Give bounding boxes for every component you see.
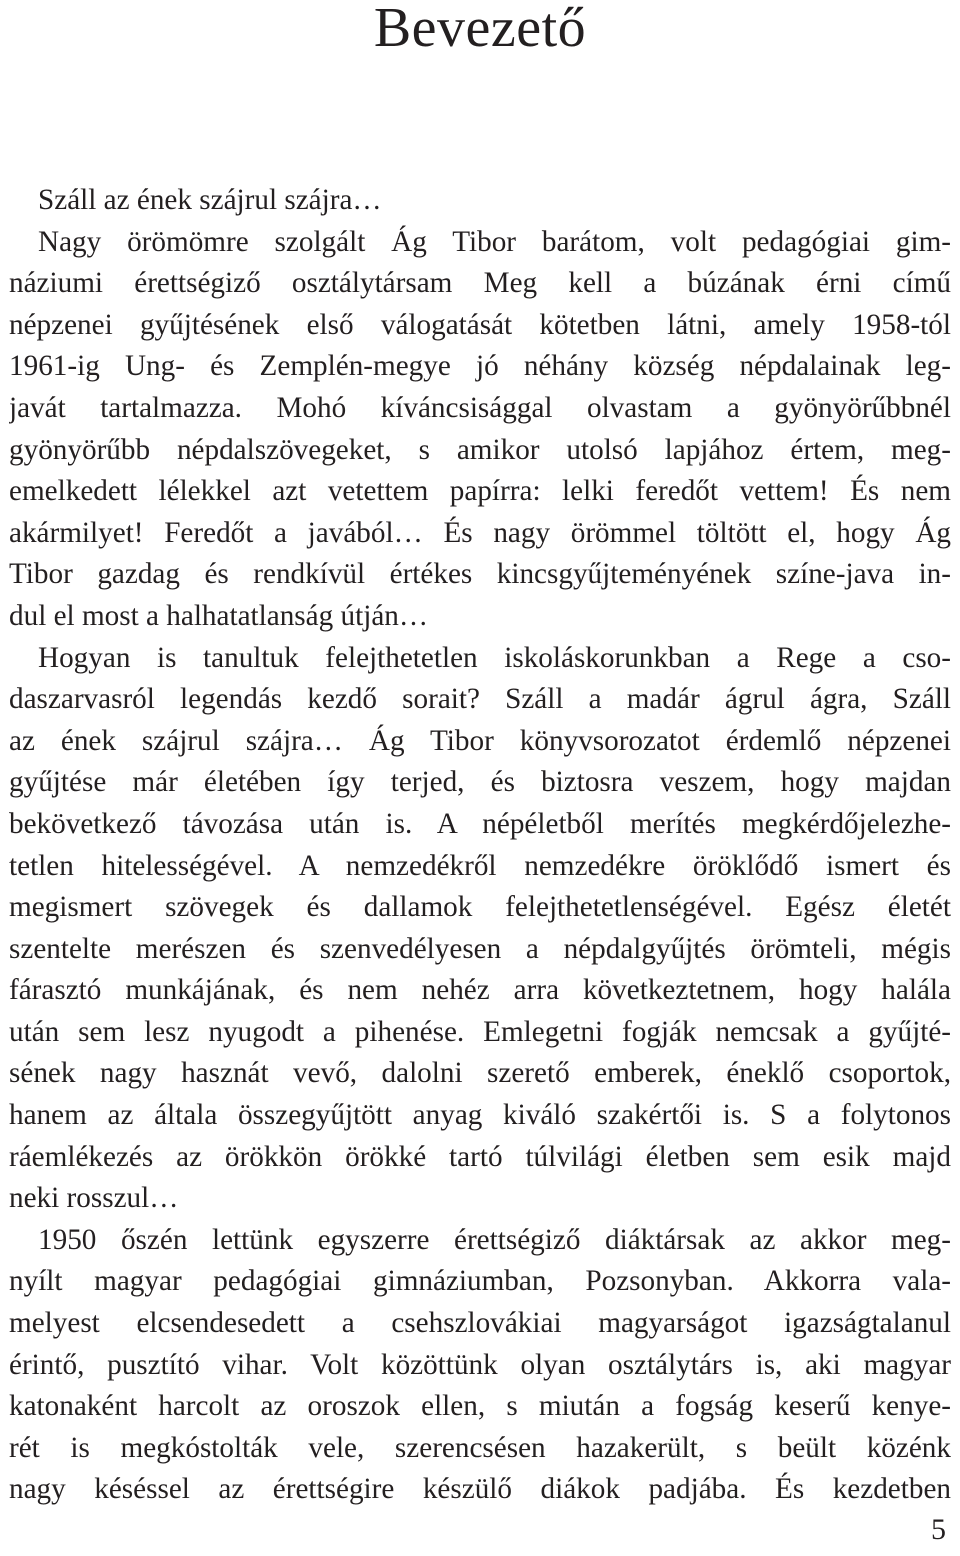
text-line: Tibor gazdag és rendkívül értékes kincsgyűjteményének színe-java in- (9, 558, 951, 591)
text-line: Nagy örömömre szolgált Ág Tibor barátom, volt pedagógiai gim- (38, 225, 951, 258)
text-line: melyest elcsendesedett a csehszlovákiai magyarságot igazságtalanul (9, 1307, 951, 1340)
text-line: katonaként harcolt az oroszok ellen, s miután a fogság keserű kenye- (9, 1390, 951, 1423)
text-line: tetlen hitelességével. A nemzedékről nemzedékre öröklődő ismert és (9, 849, 951, 882)
text-line: gyűjtése már életében így terjed, és biztosra veszem, hogy majdan (9, 766, 951, 799)
text-line: Száll az ének szájrul szájra… (38, 184, 382, 216)
text-line: rét is megkóstolták vele, szerencsésen hazakerült, s beült közénk (9, 1431, 951, 1464)
text-line: bekövetkező távozása után is. A népéletből merítés megkérdőjelezhe- (9, 807, 951, 840)
text-line: fárasztó munkájának, és nem nehéz arra következtetnem, hogy halála (9, 974, 951, 1007)
paragraph (9, 222, 951, 638)
text-line: 1961-ig Ung- és Zemplén-megye jó néhány község népdalainak leg- (9, 350, 951, 383)
paragraph (9, 638, 951, 1220)
page-number: 5 (931, 1513, 946, 1546)
text-line: neki rosszul… (9, 1182, 179, 1215)
text-line: 1950 őszén lettünk egyszerre érettségiző diáktársak az akkor meg- (38, 1223, 951, 1256)
text-line: után sem lesz nyugodt a pihenése. Emlegetni fogják nemcsak a gyűjté- (9, 1015, 951, 1048)
text-line: emelkedett lélekkel azt vetettem papírra: lelki feredőt vettem! És nem (9, 475, 951, 508)
text-line: érintő, pusztító vihar. Volt közöttünk olyan osztálytárs is, aki magyar (9, 1348, 951, 1381)
text-line: javát tartalmazza. Mohó kíváncsisággal olvastam a gyönyörűbbnél (9, 391, 951, 424)
text-line: szentelte merészen és szenvedélyesen a népdalgyűjtés örömteli, mégis (9, 932, 951, 965)
text-line: akármilyet! Feredőt a javából… És nagy örömmel töltött el, hogy Ág (9, 516, 951, 549)
text-line: az ének szájrul szájra… Ág Tibor könyvsorozatot érdemlő népzenei (9, 724, 951, 757)
text-line: sének nagy hasznát vevő, dalolni szerető emberek, éneklő csoportok, (9, 1057, 951, 1090)
body-text (9, 180, 951, 1511)
text-line: népzenei gyűjtésének első válogatását kötetben látni, amely 1958-tól (9, 308, 951, 341)
text-line: Hogyan is tanultuk felejthetetlen iskoláskorunkban a Rege a cso- (38, 641, 951, 674)
text-line: hanem az általa összegyűjtött anyag kiváló szakértői is. S a folytonos (9, 1099, 951, 1132)
text-line: nyílt magyar pedagógiai gimnáziumban, Pozsonyban. Akkorra vala- (9, 1265, 951, 1298)
text-line: daszarvasról legendás kezdő sorait? Száll a madár ágrul ágra, Száll (9, 683, 951, 716)
text-line: ráemlékezés az örökkön örökké tartó túlvilági életben sem esik majd (9, 1140, 951, 1173)
text-line: náziumi érettségiző osztálytársam Meg kell a búzának érni című (9, 267, 951, 300)
page-title: Bevezető (373, 0, 587, 59)
text-line: megismert szövegek és dallamok felejthetetlenségével. Egész életét (9, 891, 951, 924)
paragraph (9, 180, 951, 222)
text-line: nagy késéssel az érettségire készülő diákok padjába. És kezdetben (9, 1473, 951, 1506)
paragraph (9, 1220, 951, 1511)
text-line: dul el most a halhatatlanság útján… (9, 599, 429, 632)
text-line: gyönyörűbb népdalszövegeket, s amikor utolsó lapjához értem, meg- (9, 433, 951, 466)
